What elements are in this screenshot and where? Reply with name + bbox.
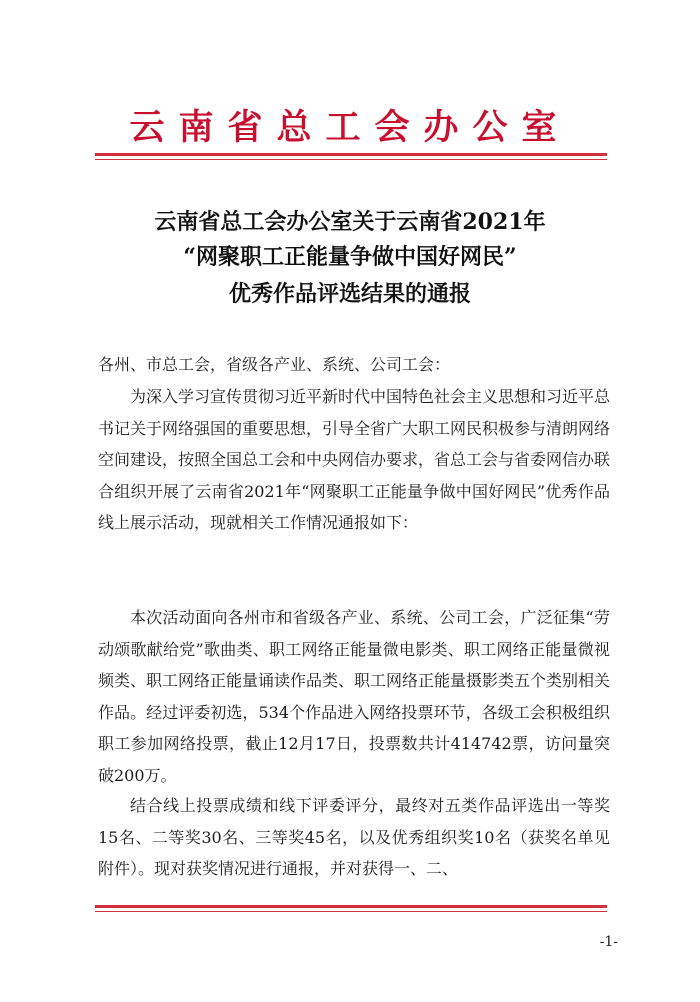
letterhead-rule-thin bbox=[95, 159, 607, 160]
letterhead-rule-thick bbox=[95, 153, 607, 156]
salutation: 各州、市总工会，省级各产业、系统、公司工会： bbox=[98, 355, 451, 374]
page-number: -1- bbox=[599, 934, 618, 950]
body-paragraph-2: 本次活动面向各州市和省级各产业、系统、公司工会，广泛征集“劳动颂歌献给党”歌曲类、职工网络正能量微电影类、职工网络正能量微视频类、职工网络正能量诵读作品类、职工网络正能量摄影类五个类别相关作品。经过评委初选，534个作品进入网络投票环节，各级工会积极组织职工参加网络投票，截止12月17日，投票数共计414742票，访问量突破200万。 bbox=[98, 608, 611, 785]
document-title-line3: 优秀作品评选结果的通报 bbox=[228, 281, 471, 307]
document-title-line2: “网聚职工正能量争做中国好网民” bbox=[183, 244, 517, 270]
footer-rule-thick bbox=[95, 905, 607, 908]
body-paragraph-1: 为深入学习宣传贯彻习近平新时代中国特色社会主义思想和习近平总书记关于网络强国的重要思想，引导全省广大职工网民积极参与清朗网络空间建设，按照全国总工会和中央网信办要求，省总工会与省委网信办联合组织开展了云南省2021年“网聚职工正能量争做中国好网民”优秀作品线上展示活动，现就相关工作情况通报如下： bbox=[98, 387, 611, 532]
document-title-line1: 云南省总工会办公室关于云南省2021年 bbox=[154, 209, 546, 235]
letterhead-title: 云南省总工会办公室 bbox=[129, 108, 571, 148]
footer-rule-thin bbox=[95, 911, 607, 912]
body-paragraph-3: 结合线上投票成绩和线下评委评分，最终对五类作品评选出一等奖15名、二等奖30名、三等奖45名，以及优秀组织奖10名（获奖名单见附件）。现对获奖情况进行通报，并对获得一、二、 bbox=[98, 796, 610, 878]
